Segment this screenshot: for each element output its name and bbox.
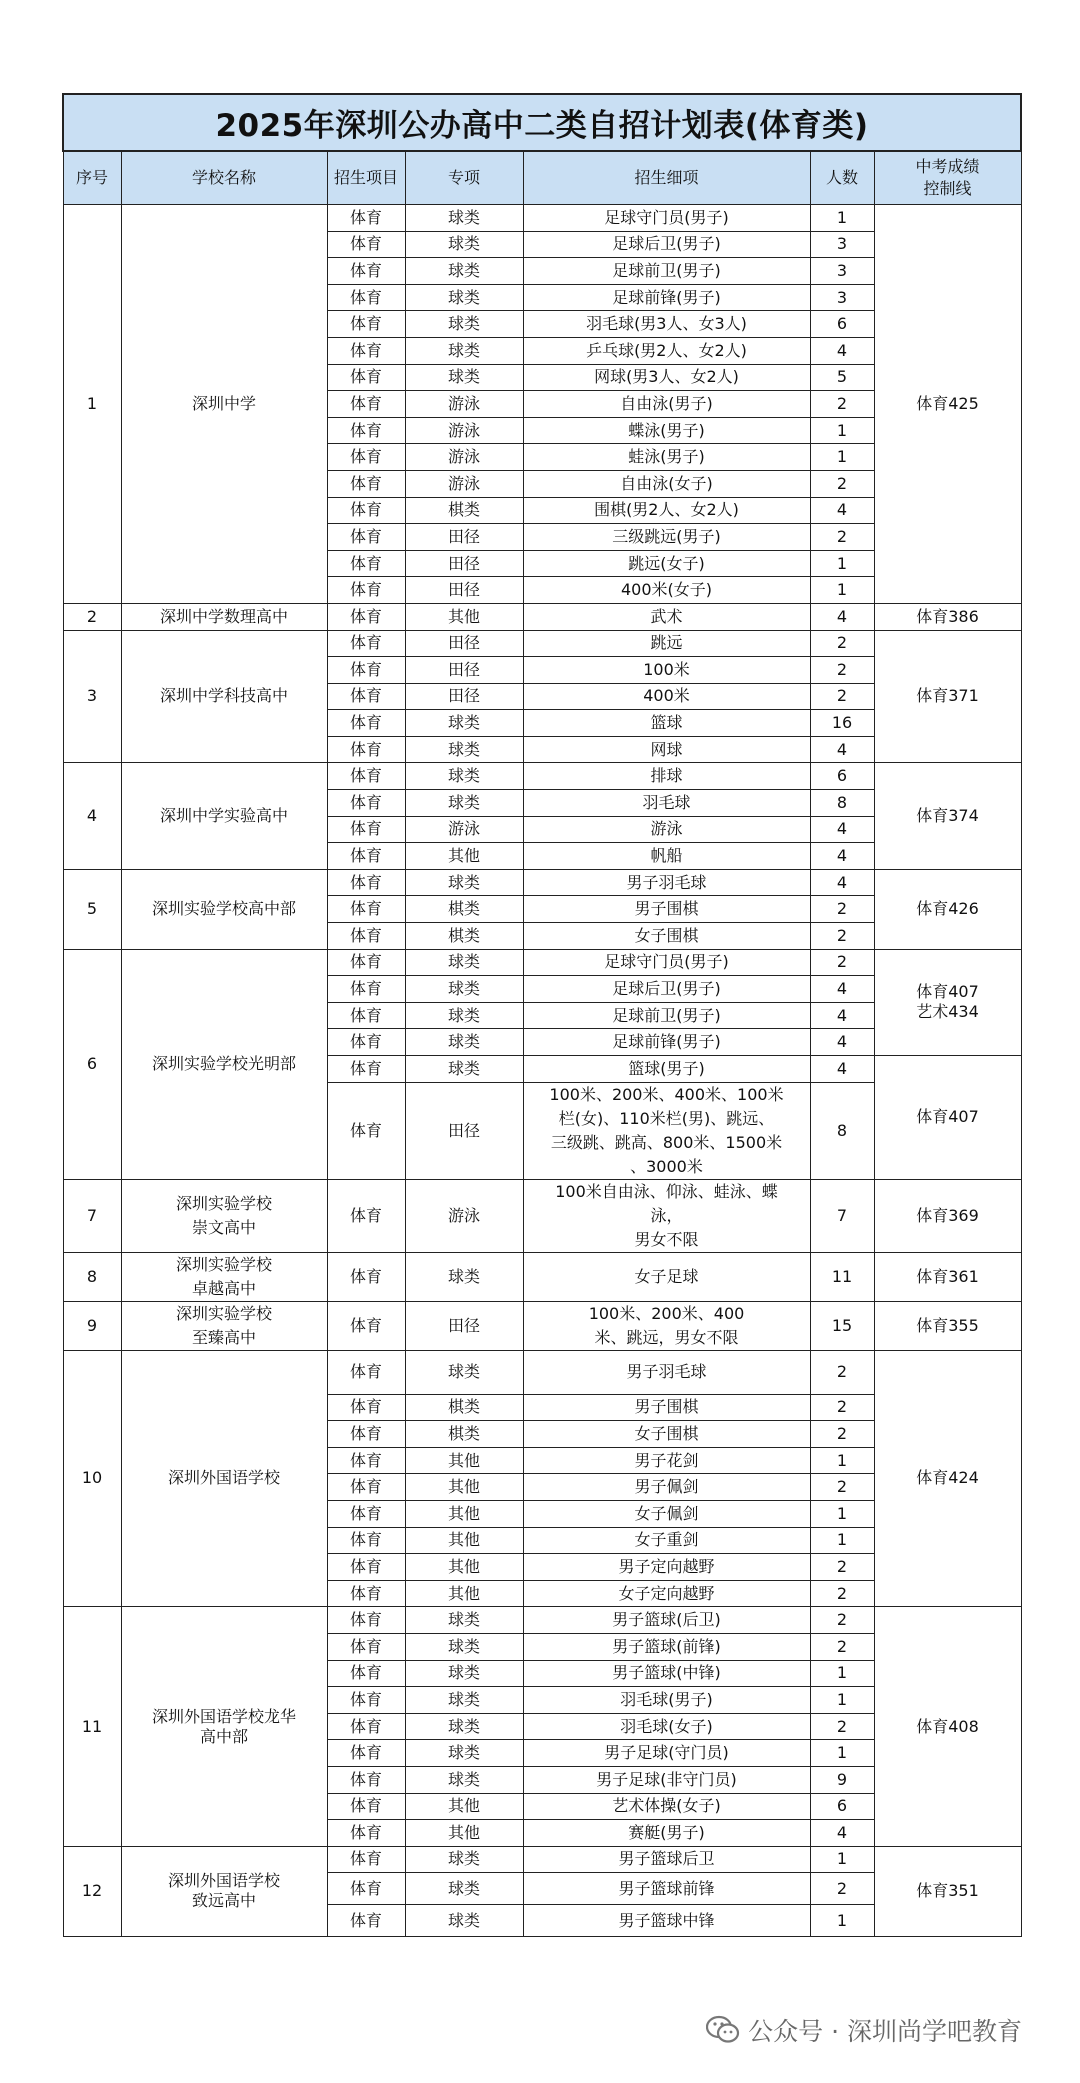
row-count: 5 bbox=[810, 364, 874, 391]
row-count: 1 bbox=[810, 1447, 874, 1474]
row-special: 棋类 bbox=[405, 1394, 523, 1421]
row-detail: 足球后卫(男子) bbox=[523, 976, 810, 1003]
row-project: 体育 bbox=[327, 816, 405, 843]
row-detail: 100米、200米、400米、100米 栏(女)、110米栏(男)、跳远、 三级跳、跳高、800米、1500米 、3000米 bbox=[523, 1082, 810, 1179]
row-score: 体育351 bbox=[874, 1846, 1021, 1937]
row-project: 体育 bbox=[327, 1740, 405, 1767]
row-special: 球类 bbox=[405, 1252, 523, 1301]
row-count: 1 bbox=[810, 1660, 874, 1687]
table-row bbox=[63, 630, 1021, 657]
row-detail: 400米(女子) bbox=[523, 577, 810, 604]
col-count-header: 人数 bbox=[810, 151, 874, 205]
row-count: 1 bbox=[810, 1687, 874, 1714]
row-count: 1 bbox=[810, 550, 874, 577]
row-special: 其他 bbox=[405, 1793, 523, 1820]
row-project: 体育 bbox=[327, 1350, 405, 1394]
row-count: 1 bbox=[810, 205, 874, 232]
header-row bbox=[63, 151, 1021, 205]
row-count: 1 bbox=[810, 1527, 874, 1554]
row-project: 体育 bbox=[327, 1873, 405, 1905]
row-project: 体育 bbox=[327, 1820, 405, 1847]
row-seq: 1 bbox=[63, 205, 121, 604]
row-count: 6 bbox=[810, 311, 874, 338]
row-detail: 男子羽毛球 bbox=[523, 869, 810, 896]
row-special: 球类 bbox=[405, 976, 523, 1003]
col-detail-header: 招生细项 bbox=[523, 151, 810, 205]
table-row bbox=[63, 1607, 1021, 1634]
row-detail: 女子定向越野 bbox=[523, 1580, 810, 1607]
row-seq: 5 bbox=[63, 869, 121, 949]
row-detail: 女子足球 bbox=[523, 1252, 810, 1301]
row-count: 2 bbox=[810, 1554, 874, 1581]
row-detail: 男子篮球(后卫) bbox=[523, 1607, 810, 1634]
row-seq: 4 bbox=[63, 763, 121, 869]
row-project: 体育 bbox=[327, 1846, 405, 1873]
row-special: 棋类 bbox=[405, 896, 523, 923]
row-project: 体育 bbox=[327, 1500, 405, 1527]
row-special: 球类 bbox=[405, 1766, 523, 1793]
row-detail: 男子篮球后卫 bbox=[523, 1846, 810, 1873]
row-detail: 蝶泳(男子) bbox=[523, 417, 810, 444]
row-count: 2 bbox=[810, 949, 874, 976]
row-detail: 蛙泳(男子) bbox=[523, 444, 810, 471]
row-count: 2 bbox=[810, 1873, 874, 1905]
row-project: 体育 bbox=[327, 417, 405, 444]
row-detail: 羽毛球 bbox=[523, 790, 810, 817]
row-count: 4 bbox=[810, 497, 874, 524]
row-project: 体育 bbox=[327, 577, 405, 604]
row-special: 球类 bbox=[405, 364, 523, 391]
row-score: 体育361 bbox=[874, 1252, 1021, 1301]
row-detail: 网球 bbox=[523, 736, 810, 763]
row-count: 1 bbox=[810, 444, 874, 471]
row-count: 2 bbox=[810, 524, 874, 551]
row-count: 1 bbox=[810, 1905, 874, 1937]
row-seq: 10 bbox=[63, 1350, 121, 1607]
row-count: 2 bbox=[810, 683, 874, 710]
row-project: 体育 bbox=[327, 205, 405, 232]
row-special: 游泳 bbox=[405, 444, 523, 471]
row-special: 球类 bbox=[405, 258, 523, 285]
row-detail: 100米自由泳、仰泳、蛙泳、蝶 泳， 男女不限 bbox=[523, 1179, 810, 1252]
row-special: 球类 bbox=[405, 1002, 523, 1029]
row-detail: 足球守门员(男子) bbox=[523, 205, 810, 232]
row-detail: 篮球(男子) bbox=[523, 1056, 810, 1083]
row-detail: 足球前锋(男子) bbox=[523, 1029, 810, 1056]
row-project: 体育 bbox=[327, 550, 405, 577]
row-project: 体育 bbox=[327, 1554, 405, 1581]
row-project: 体育 bbox=[327, 843, 405, 870]
row-detail: 自由泳(男子) bbox=[523, 391, 810, 418]
row-count: 1 bbox=[810, 417, 874, 444]
row-special: 其他 bbox=[405, 603, 523, 630]
row-count: 8 bbox=[810, 1082, 874, 1179]
row-project: 体育 bbox=[327, 976, 405, 1003]
row-detail: 网球(男3人、女2人) bbox=[523, 364, 810, 391]
row-special: 田径 bbox=[405, 683, 523, 710]
row-special: 其他 bbox=[405, 1554, 523, 1581]
row-school: 深圳外国语学校龙华 高中部 bbox=[121, 1607, 327, 1846]
row-special: 棋类 bbox=[405, 1421, 523, 1448]
row-detail: 男子围棋 bbox=[523, 896, 810, 923]
row-score: 体育426 bbox=[874, 869, 1021, 949]
table-row bbox=[63, 1252, 1021, 1301]
row-special: 球类 bbox=[405, 284, 523, 311]
row-detail: 帆船 bbox=[523, 843, 810, 870]
row-project: 体育 bbox=[327, 470, 405, 497]
row-school: 深圳中学数理高中 bbox=[121, 603, 327, 630]
row-seq: 2 bbox=[63, 603, 121, 630]
row-count: 6 bbox=[810, 1793, 874, 1820]
row-detail: 围棋(男2人、女2人) bbox=[523, 497, 810, 524]
row-special: 游泳 bbox=[405, 470, 523, 497]
row-school: 深圳实验学校高中部 bbox=[121, 869, 327, 949]
row-count: 11 bbox=[810, 1252, 874, 1301]
row-special: 球类 bbox=[405, 337, 523, 364]
row-special: 游泳 bbox=[405, 1179, 523, 1252]
col-special-header: 专项 bbox=[405, 151, 523, 205]
row-project: 体育 bbox=[327, 444, 405, 471]
row-project: 体育 bbox=[327, 391, 405, 418]
row-count: 1 bbox=[810, 577, 874, 604]
table-row bbox=[63, 603, 1021, 630]
row-count: 4 bbox=[810, 976, 874, 1003]
row-count: 4 bbox=[810, 603, 874, 630]
row-count: 1 bbox=[810, 1740, 874, 1767]
row-count: 2 bbox=[810, 1713, 874, 1740]
row-special: 球类 bbox=[405, 1873, 523, 1905]
row-project: 体育 bbox=[327, 1474, 405, 1501]
row-special: 球类 bbox=[405, 1350, 523, 1394]
row-special: 游泳 bbox=[405, 391, 523, 418]
row-special: 球类 bbox=[405, 790, 523, 817]
row-detail: 男子羽毛球 bbox=[523, 1350, 810, 1394]
row-school: 深圳外国语学校 bbox=[121, 1350, 327, 1607]
row-detail: 男子篮球(中锋) bbox=[523, 1660, 810, 1687]
row-count: 2 bbox=[810, 630, 874, 657]
document bbox=[62, 93, 1020, 1937]
row-seq: 9 bbox=[63, 1301, 121, 1350]
row-detail: 羽毛球(男子) bbox=[523, 1687, 810, 1714]
row-count: 15 bbox=[810, 1301, 874, 1350]
row-project: 体育 bbox=[327, 1660, 405, 1687]
row-detail: 跳远(女子) bbox=[523, 550, 810, 577]
row-count: 2 bbox=[810, 657, 874, 684]
row-project: 体育 bbox=[327, 657, 405, 684]
row-special: 其他 bbox=[405, 1500, 523, 1527]
row-detail: 男子花剑 bbox=[523, 1447, 810, 1474]
row-count: 1 bbox=[810, 1500, 874, 1527]
row-project: 体育 bbox=[327, 1029, 405, 1056]
row-detail: 乒乓球(男2人、女2人) bbox=[523, 337, 810, 364]
row-special: 其他 bbox=[405, 1580, 523, 1607]
row-count: 2 bbox=[810, 896, 874, 923]
row-project: 体育 bbox=[327, 1421, 405, 1448]
row-special: 球类 bbox=[405, 869, 523, 896]
row-school: 深圳实验学校 卓越高中 bbox=[121, 1252, 327, 1301]
row-score: 体育355 bbox=[874, 1301, 1021, 1350]
row-project: 体育 bbox=[327, 258, 405, 285]
wechat-icon bbox=[706, 2015, 740, 2045]
row-detail: 男子篮球(前锋) bbox=[523, 1633, 810, 1660]
row-project: 体育 bbox=[327, 603, 405, 630]
row-project: 体育 bbox=[327, 1179, 405, 1252]
row-special: 球类 bbox=[405, 1056, 523, 1083]
row-seq: 8 bbox=[63, 1252, 121, 1301]
row-detail: 女子围棋 bbox=[523, 1421, 810, 1448]
row-project: 体育 bbox=[327, 630, 405, 657]
row-detail: 男子篮球中锋 bbox=[523, 1905, 810, 1937]
row-count: 2 bbox=[810, 1421, 874, 1448]
row-project: 体育 bbox=[327, 1002, 405, 1029]
row-special: 其他 bbox=[405, 1474, 523, 1501]
plan-table bbox=[62, 93, 1022, 1937]
row-seq: 12 bbox=[63, 1846, 121, 1937]
row-special: 其他 bbox=[405, 1527, 523, 1554]
row-special: 田径 bbox=[405, 1301, 523, 1350]
row-special: 球类 bbox=[405, 311, 523, 338]
row-project: 体育 bbox=[327, 683, 405, 710]
row-count: 3 bbox=[810, 258, 874, 285]
row-project: 体育 bbox=[327, 1082, 405, 1179]
row-count: 4 bbox=[810, 1002, 874, 1029]
row-special: 球类 bbox=[405, 1607, 523, 1634]
row-count: 4 bbox=[810, 816, 874, 843]
row-project: 体育 bbox=[327, 1527, 405, 1554]
row-special: 游泳 bbox=[405, 816, 523, 843]
row-project: 体育 bbox=[327, 1687, 405, 1714]
row-detail: 自由泳(女子) bbox=[523, 470, 810, 497]
row-detail: 女子围棋 bbox=[523, 923, 810, 950]
row-project: 体育 bbox=[327, 1394, 405, 1421]
row-count: 4 bbox=[810, 337, 874, 364]
row-special: 田径 bbox=[405, 630, 523, 657]
table-row bbox=[63, 205, 1021, 232]
row-project: 体育 bbox=[327, 710, 405, 737]
row-special: 田径 bbox=[405, 524, 523, 551]
row-count: 7 bbox=[810, 1179, 874, 1252]
row-project: 体育 bbox=[327, 896, 405, 923]
row-project: 体育 bbox=[327, 231, 405, 258]
row-detail: 男子佩剑 bbox=[523, 1474, 810, 1501]
row-seq: 6 bbox=[63, 949, 121, 1179]
row-detail: 100米、200米、400 米、跳远，男女不限 bbox=[523, 1301, 810, 1350]
row-count: 2 bbox=[810, 1350, 874, 1394]
row-project: 体育 bbox=[327, 1447, 405, 1474]
row-count: 6 bbox=[810, 763, 874, 790]
table-row bbox=[63, 1179, 1021, 1252]
table-row bbox=[63, 1301, 1021, 1350]
row-count: 4 bbox=[810, 869, 874, 896]
row-score: 体育369 bbox=[874, 1179, 1021, 1252]
row-detail: 排球 bbox=[523, 763, 810, 790]
row-special: 球类 bbox=[405, 736, 523, 763]
row-project: 体育 bbox=[327, 311, 405, 338]
row-school: 深圳实验学校 至臻高中 bbox=[121, 1301, 327, 1350]
row-count: 2 bbox=[810, 391, 874, 418]
row-project: 体育 bbox=[327, 1633, 405, 1660]
row-count: 4 bbox=[810, 1820, 874, 1847]
table-row bbox=[63, 1846, 1021, 1873]
row-special: 田径 bbox=[405, 550, 523, 577]
row-school: 深圳外国语学校 致远高中 bbox=[121, 1846, 327, 1937]
row-project: 体育 bbox=[327, 869, 405, 896]
row-project: 体育 bbox=[327, 736, 405, 763]
row-special: 球类 bbox=[405, 205, 523, 232]
row-detail: 男子篮球前锋 bbox=[523, 1873, 810, 1905]
row-detail: 武术 bbox=[523, 603, 810, 630]
row-school: 深圳中学科技高中 bbox=[121, 630, 327, 763]
row-score: 体育408 bbox=[874, 1607, 1021, 1846]
row-detail: 足球前卫(男子) bbox=[523, 1002, 810, 1029]
row-score: 体育371 bbox=[874, 630, 1021, 763]
row-project: 体育 bbox=[327, 364, 405, 391]
col-school-header: 学校名称 bbox=[121, 151, 327, 205]
row-score: 体育425 bbox=[874, 205, 1021, 604]
row-special: 球类 bbox=[405, 949, 523, 976]
row-detail: 羽毛球(男3人、女3人) bbox=[523, 311, 810, 338]
row-score: 体育386 bbox=[874, 603, 1021, 630]
row-detail: 足球后卫(男子) bbox=[523, 231, 810, 258]
row-project: 体育 bbox=[327, 949, 405, 976]
row-detail: 艺术体操(女子) bbox=[523, 1793, 810, 1820]
table-row bbox=[63, 949, 1021, 976]
row-detail: 羽毛球(女子) bbox=[523, 1713, 810, 1740]
row-detail: 足球前锋(男子) bbox=[523, 284, 810, 311]
row-special: 球类 bbox=[405, 763, 523, 790]
row-detail: 女子佩剑 bbox=[523, 1500, 810, 1527]
table-row bbox=[63, 763, 1021, 790]
row-score: 体育407 bbox=[874, 1056, 1021, 1180]
row-score: 体育424 bbox=[874, 1350, 1021, 1607]
row-project: 体育 bbox=[327, 337, 405, 364]
row-project: 体育 bbox=[327, 1056, 405, 1083]
row-special: 田径 bbox=[405, 577, 523, 604]
row-school: 深圳实验学校光明部 bbox=[121, 949, 327, 1179]
col-project-header: 招生项目 bbox=[327, 151, 405, 205]
row-detail: 女子重剑 bbox=[523, 1527, 810, 1554]
row-project: 体育 bbox=[327, 923, 405, 950]
row-project: 体育 bbox=[327, 1713, 405, 1740]
row-count: 2 bbox=[810, 1580, 874, 1607]
row-project: 体育 bbox=[327, 284, 405, 311]
row-special: 球类 bbox=[405, 1687, 523, 1714]
row-count: 2 bbox=[810, 1474, 874, 1501]
row-score: 体育374 bbox=[874, 763, 1021, 869]
row-special: 棋类 bbox=[405, 923, 523, 950]
row-special: 球类 bbox=[405, 1660, 523, 1687]
row-special: 球类 bbox=[405, 1713, 523, 1740]
row-detail: 400米 bbox=[523, 683, 810, 710]
row-project: 体育 bbox=[327, 1905, 405, 1937]
row-project: 体育 bbox=[327, 790, 405, 817]
row-detail: 游泳 bbox=[523, 816, 810, 843]
row-detail: 足球守门员(男子) bbox=[523, 949, 810, 976]
row-seq: 7 bbox=[63, 1179, 121, 1252]
col-score-header: 中考成绩 控制线 bbox=[874, 151, 1021, 205]
row-detail: 男子足球(非守门员) bbox=[523, 1766, 810, 1793]
row-special: 球类 bbox=[405, 1633, 523, 1660]
row-count: 2 bbox=[810, 1607, 874, 1634]
row-special: 球类 bbox=[405, 1029, 523, 1056]
row-special: 游泳 bbox=[405, 417, 523, 444]
row-detail: 男子围棋 bbox=[523, 1394, 810, 1421]
row-count: 4 bbox=[810, 1029, 874, 1056]
row-count: 3 bbox=[810, 284, 874, 311]
row-detail: 足球前卫(男子) bbox=[523, 258, 810, 285]
row-special: 其他 bbox=[405, 1447, 523, 1474]
row-school: 深圳实验学校 崇文高中 bbox=[121, 1179, 327, 1252]
row-count: 8 bbox=[810, 790, 874, 817]
row-special: 其他 bbox=[405, 1820, 523, 1847]
wechat-account-watermark bbox=[706, 2012, 1022, 2048]
table-title: 2025年深圳公办高中二类自招计划表(体育类) bbox=[63, 94, 1021, 151]
row-project: 体育 bbox=[327, 1252, 405, 1301]
row-special: 其他 bbox=[405, 843, 523, 870]
row-count: 1 bbox=[810, 1846, 874, 1873]
col-seq-header: 序号 bbox=[63, 151, 121, 205]
row-special: 球类 bbox=[405, 710, 523, 737]
row-count: 3 bbox=[810, 231, 874, 258]
row-score: 体育407 艺术434 bbox=[874, 949, 1021, 1055]
row-project: 体育 bbox=[327, 524, 405, 551]
row-detail: 赛艇(男子) bbox=[523, 1820, 810, 1847]
row-project: 体育 bbox=[327, 1766, 405, 1793]
row-special: 球类 bbox=[405, 1905, 523, 1937]
row-detail: 三级跳远(男子) bbox=[523, 524, 810, 551]
row-count: 4 bbox=[810, 736, 874, 763]
row-count: 2 bbox=[810, 470, 874, 497]
row-count: 2 bbox=[810, 1394, 874, 1421]
table-row bbox=[63, 1350, 1021, 1394]
row-detail: 跳远 bbox=[523, 630, 810, 657]
row-project: 体育 bbox=[327, 1793, 405, 1820]
row-project: 体育 bbox=[327, 497, 405, 524]
row-count: 2 bbox=[810, 923, 874, 950]
row-count: 4 bbox=[810, 843, 874, 870]
account-name: 公众号 · 深圳尚学吧教育 bbox=[748, 2017, 1022, 2046]
row-special: 田径 bbox=[405, 1082, 523, 1179]
row-special: 棋类 bbox=[405, 497, 523, 524]
row-count: 2 bbox=[810, 1633, 874, 1660]
row-school: 深圳中学 bbox=[121, 205, 327, 604]
row-project: 体育 bbox=[327, 763, 405, 790]
row-project: 体育 bbox=[327, 1301, 405, 1350]
row-special: 田径 bbox=[405, 657, 523, 684]
row-special: 球类 bbox=[405, 1740, 523, 1767]
row-seq: 11 bbox=[63, 1607, 121, 1846]
table-row bbox=[63, 869, 1021, 896]
row-project: 体育 bbox=[327, 1580, 405, 1607]
row-detail: 100米 bbox=[523, 657, 810, 684]
row-special: 球类 bbox=[405, 231, 523, 258]
row-count: 9 bbox=[810, 1766, 874, 1793]
row-detail: 男子足球(守门员) bbox=[523, 1740, 810, 1767]
row-detail: 篮球 bbox=[523, 710, 810, 737]
row-count: 16 bbox=[810, 710, 874, 737]
row-detail: 男子定向越野 bbox=[523, 1554, 810, 1581]
row-project: 体育 bbox=[327, 1607, 405, 1634]
row-school: 深圳中学实验高中 bbox=[121, 763, 327, 869]
row-count: 4 bbox=[810, 1056, 874, 1083]
row-special: 球类 bbox=[405, 1846, 523, 1873]
row-seq: 3 bbox=[63, 630, 121, 763]
table-body bbox=[63, 205, 1021, 1937]
